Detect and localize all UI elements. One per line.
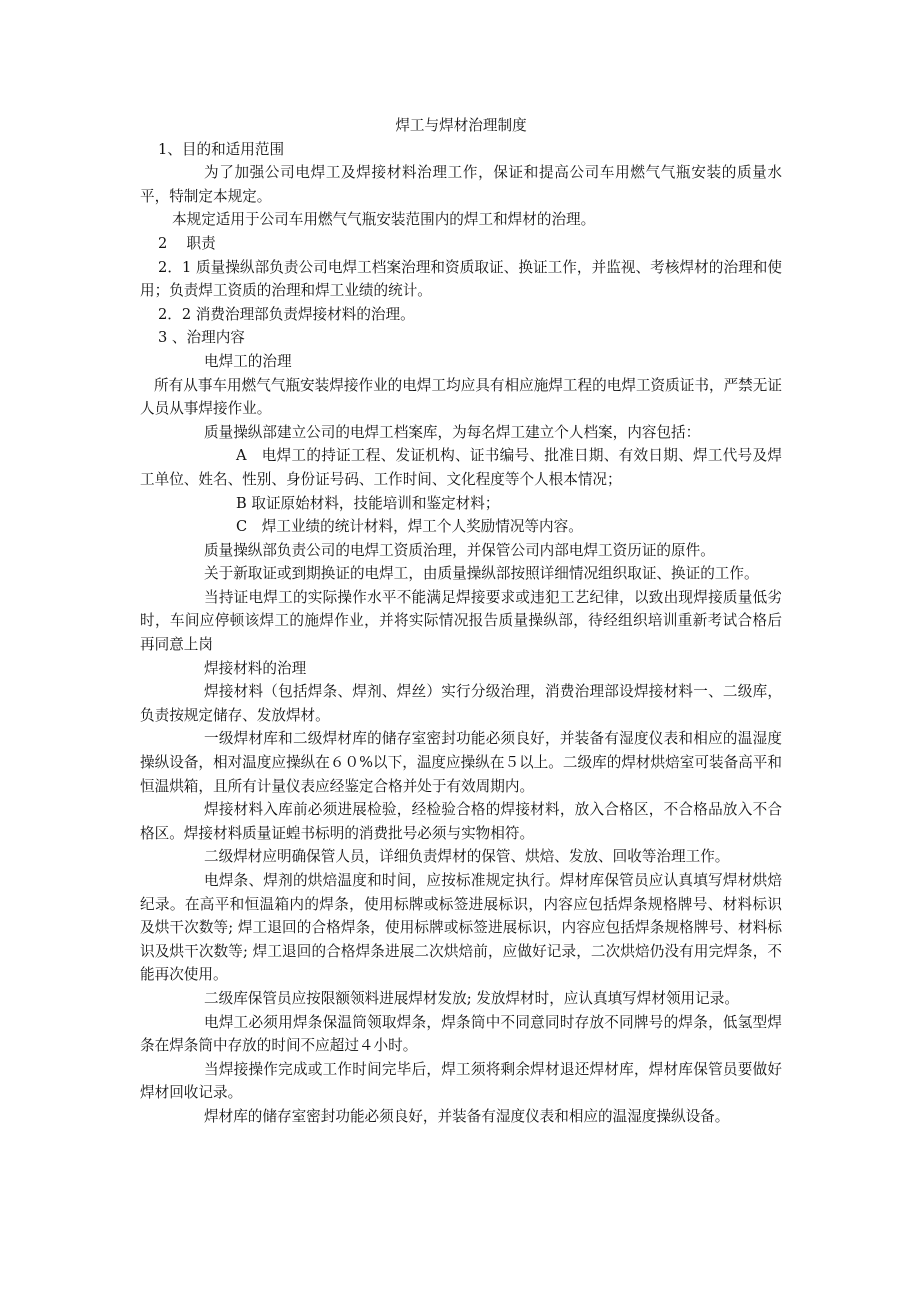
paragraph: 电焊条、焊剂的烘焙温度和时间，应按标准规定执行。焊材库保管员应认真填写焊材烘焙纪录。在高平和恒温箱内的焊条，使用标牌或标签进展标识，内容应包括焊条规格牌号、材料标识及烘干次数等; 焊工退回的合格焊条，使用标牌或标签进展标识，内容应包括焊条规格牌号、材料标识及烘干次数等; 焊工退回的合格焊条进展二次烘焙前，应做好记录，二次烘焙仍没有用完焊条，不能再次使用。 — [140, 872, 782, 984]
section-heading-1: 1、目的和适用范围 — [158, 140, 285, 158]
paragraph: 为了加强公司电焊工及焊接材料治理工作，保证和提高公司车用燃气气瓶安装的质量水平，特制定本规定。 — [140, 164, 782, 205]
paragraph: 电焊工必须用焊条保温筒领取焊条，焊条筒中不同意同时存放不同牌号的焊条，低氢型焊条在焊条筒中存放的时间不应超过４小时。 — [140, 1013, 782, 1055]
paragraph: 本规定适用于公司车用燃气气瓶安装范围内的焊工和焊材的治理。 — [172, 211, 596, 229]
paragraph: 一级焊材库和二级焊材库的储存室密封功能必须良好，并装备有湿度仪表和相应的温湿度操纵设备，相对温度应操纵在６０%以下，温度应操纵在５以上。二级库的焊材烘焙室可装备高平和恒温烘箱，且所有计量仪表应经鉴定合格并处于有效周期内。 — [140, 730, 782, 795]
paragraph: 质量操纵部负责公司的电焊工资质治理，并保管公司内部电焊工资历证的原件。 — [204, 541, 715, 559]
paragraph: 二级库保管员应按限额领料进展焊材发放; 发放焊材时，应认真填写焊材领用记录。 — [204, 989, 739, 1007]
paragraph: 2．2 消费治理部负责焊接材料的治理。 — [158, 305, 415, 323]
paragraph: 关于新取证或到期换证的电焊工，由质量操纵部按照详细情况组织取证、换证的工作。 — [204, 565, 759, 583]
subsection-heading: 电焊工的治理 — [204, 352, 292, 370]
document-page — [140, 114, 782, 1129]
paragraph: 所有从事车用燃气气瓶安装焊接作业的电焊工均应具有相应施焊工程的电焊工资质证书，严禁无证人员从事焊接作业。 — [140, 376, 782, 418]
paragraph: 当持证电焊工的实际操作水平不能满足焊接要求或违犯工艺纪律，以致出现焊接质量低劣时，车间应停顿该焊工的施焊作业，并将实际情况报告质量操纵部，待经组织培训重新考试合格后再同意上岗 — [140, 588, 782, 654]
paragraph: 当焊接操作完成或工作时间完毕后，焊工须将剩余焊材退还焊材库，焊材库保管员要做好焊材回收记录。 — [140, 1060, 782, 1102]
section-heading-2: 2 职责 — [158, 234, 216, 252]
section-heading-3: 3 、治理内容 — [158, 329, 245, 347]
paragraph: 二级焊材应明确保管人员，详细负责焊材的保管、烘焙、发放、回收等治理工作。 — [204, 848, 730, 866]
paragraph: 质量操纵部建立公司的电焊工档案库，为每名焊工建立个人档案，内容包括： — [204, 423, 701, 441]
list-item-c: C 焊工业绩的统计材料，焊工个人奖励情况等内容。 — [236, 518, 583, 536]
paragraph: 2．1 质量操纵部负责公司电焊工档案治理和资质取证、换证工作，并监视、考核焊材的治理和使用；负责焊工资质的治理和焊工业绩的统计。 — [140, 258, 782, 300]
subsection-heading: 焊接材料的治理 — [204, 659, 307, 677]
paragraph: 焊接材料入库前必须进展检验，经检验合格的焊接材料，放入合格区，不合格品放入不合格区。焊接材料质量证蝗书标明的消费批号必须与实物相符。 — [140, 801, 782, 842]
list-item-b: B 取证原始材料，技能培训和鉴定材料； — [236, 494, 500, 512]
list-item-a: A 电焊工的持证工程、发证机构、证书编号、批准日期、有效日期、焊工代号及焊工单位、姓名、性别、身份证号码、工作时间、文化程度等个人根本情况； — [140, 447, 782, 488]
document-title: 焊工与焊材治理制度 — [395, 117, 527, 134]
paragraph: 焊接材料（包括焊条、焊剂、焊丝）实行分级治理，消费治理部设焊接材料一、二级库，负责按规定储存、发放焊材。 — [140, 683, 782, 724]
paragraph: 焊材库的储存室密封功能必须良好，并装备有湿度仪表和相应的温湿度操纵设备。 — [204, 1107, 730, 1125]
